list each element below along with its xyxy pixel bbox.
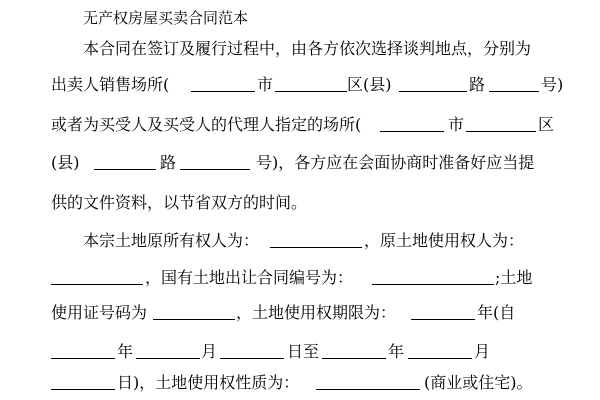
buyer-site-label: 或者为买受人及买受人的代理人指定的场所( — [51, 115, 362, 134]
certificate-number-label: 使用证号码为 — [51, 303, 148, 322]
document-title: 无产权房屋买卖合同范本 — [83, 9, 249, 27]
contract-number-label: ，国有土地出让合同编号为： — [145, 268, 354, 287]
road-label: 路 — [469, 75, 486, 94]
end-year-blank[interactable] — [322, 358, 386, 359]
day-to-label: 日至 — [287, 342, 320, 361]
district-county-label: 区(县) — [347, 75, 392, 94]
para1-text: 本合同在签订及履行过程中，由各方依次选择谈判地点，分别为 — [83, 39, 532, 58]
start-year-blank[interactable] — [51, 358, 115, 359]
buyer-road-label: 路 — [160, 153, 177, 172]
land-term-label: ，土地使用权期限为： — [236, 303, 397, 322]
end-year-label: 年 — [388, 342, 405, 361]
para1-line4 — [0, 148, 600, 178]
land-label: ;土地 — [495, 268, 533, 287]
start-month-label: 月 — [201, 342, 218, 361]
buyer-county-blank[interactable] — [94, 169, 156, 170]
city-label: 市 — [257, 75, 274, 94]
land-nature-label: 日)，土地使用权性质为： — [117, 373, 300, 392]
number-label: 号) — [541, 75, 564, 94]
start-year-label: 年 — [117, 342, 134, 361]
para1-line3 — [0, 110, 600, 140]
start-day-blank[interactable] — [220, 358, 284, 359]
title-line — [0, 3, 600, 33]
original-owner-label: 本宗土地原所有权人为： — [83, 231, 260, 250]
buyer-number-text: 号)，各方应在会面协商时准备好应当提 — [256, 153, 535, 172]
start-month-blank[interactable] — [136, 358, 200, 359]
para1-line2 — [0, 70, 600, 100]
land-nature-blank[interactable] — [316, 389, 420, 390]
original-user-blank[interactable] — [51, 284, 143, 285]
road-blank[interactable] — [399, 91, 467, 92]
district-blank[interactable] — [275, 91, 347, 92]
buyer-district-blank[interactable] — [466, 131, 536, 132]
end-month-blank[interactable] — [408, 358, 472, 359]
buyer-road-blank[interactable] — [180, 169, 250, 170]
original-owner-blank[interactable] — [270, 247, 362, 248]
city-blank[interactable] — [191, 91, 255, 92]
para1-line5 — [0, 188, 600, 218]
buyer-district-label: 区 — [538, 115, 555, 134]
land-nature-options: (商业或住宅)。 — [424, 373, 533, 392]
original-user-label: ，原土地使用权人为： — [364, 231, 525, 250]
seller-site-label: 出卖人销售场所( — [51, 75, 170, 94]
contract-number-blank[interactable] — [372, 284, 494, 285]
certificate-number-blank[interactable] — [153, 319, 235, 320]
end-day-blank[interactable] — [51, 389, 115, 390]
buyer-city-blank[interactable] — [380, 131, 444, 132]
para1-line1 — [0, 34, 600, 64]
para2-line2 — [0, 263, 600, 293]
para2-line1 — [0, 226, 600, 256]
buyer-county-label: (县) — [51, 153, 80, 172]
buyer-city-label: 市 — [448, 115, 465, 134]
year-from-label: 年(自 — [477, 303, 516, 322]
land-term-years-blank[interactable] — [411, 319, 475, 320]
para2-line3 — [0, 298, 600, 328]
number-blank[interactable] — [489, 91, 539, 92]
end-month-label: 月 — [474, 342, 491, 361]
para2-line5 — [0, 368, 600, 398]
para1-closing-text: 供的文件资料，以节省双方的时间。 — [51, 193, 308, 212]
para2-line4 — [0, 337, 600, 367]
